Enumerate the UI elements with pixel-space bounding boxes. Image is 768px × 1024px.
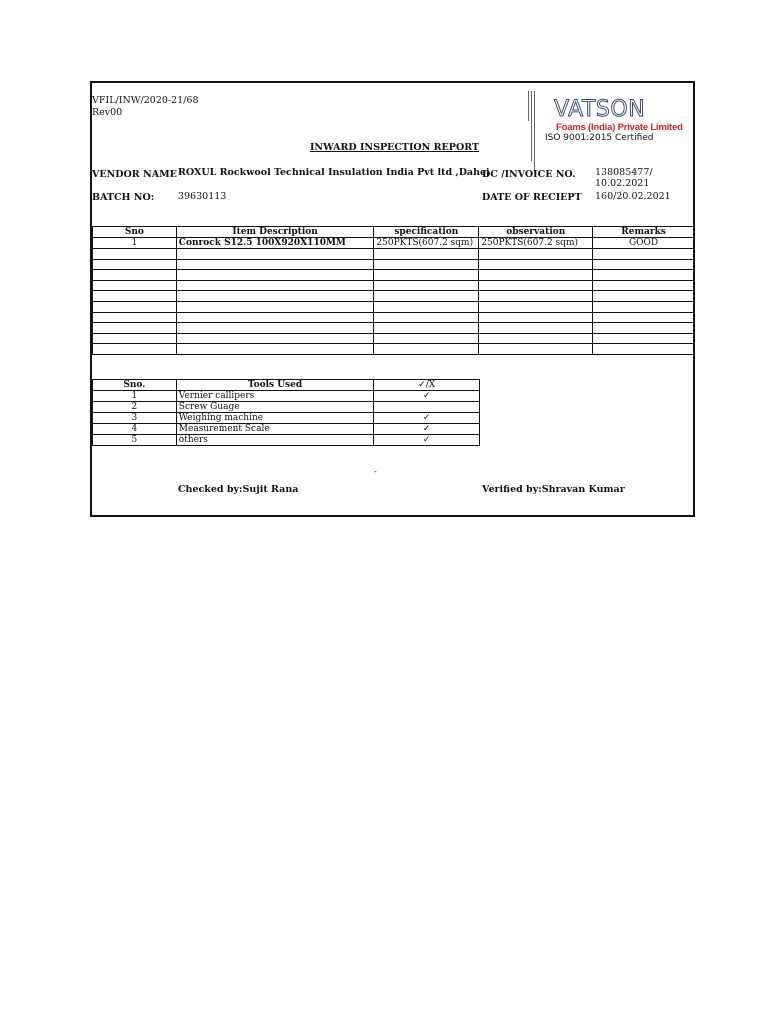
dc-invoice-label: DC /INVOICE NO. bbox=[482, 169, 576, 180]
column-header: observation bbox=[479, 227, 593, 238]
batch-value: 39630113 bbox=[178, 191, 227, 202]
table-cell: Measurement Scale bbox=[176, 424, 374, 435]
date-of-receipt-label: DATE OF RECIEPT bbox=[482, 192, 582, 203]
table-cell bbox=[479, 323, 593, 334]
column-header: ✓/X bbox=[374, 380, 480, 391]
table-cell: Conrock S12.5 100X920X110MM bbox=[176, 238, 374, 249]
checkmark-cell: ✓ bbox=[374, 424, 480, 435]
table-cell bbox=[479, 301, 593, 312]
revision: Rev00 bbox=[92, 107, 123, 118]
checked-by: Checked by:Sujit Rana bbox=[178, 484, 299, 495]
table-cell bbox=[93, 333, 177, 344]
empty-table-row bbox=[93, 291, 695, 302]
logo-subtitle: Foams (India) Private Limited bbox=[556, 122, 683, 133]
items-table bbox=[92, 226, 695, 355]
table-cell bbox=[176, 301, 374, 312]
table-cell bbox=[374, 249, 479, 260]
table-cell bbox=[176, 323, 374, 334]
table-cell bbox=[479, 249, 593, 260]
items-header-row bbox=[93, 227, 695, 238]
table-cell bbox=[479, 270, 593, 281]
table-cell bbox=[374, 280, 479, 291]
table-cell: others bbox=[176, 435, 374, 446]
table-cell bbox=[593, 333, 695, 344]
table-cell: 250PKTS(607.2 sqm) bbox=[374, 238, 479, 249]
table-cell: 3 bbox=[93, 413, 177, 424]
table-cell bbox=[479, 312, 593, 323]
table-cell: 1 bbox=[93, 391, 177, 402]
empty-table-row bbox=[93, 280, 695, 291]
table-cell bbox=[176, 259, 374, 270]
table-cell bbox=[593, 291, 695, 302]
empty-table-row bbox=[93, 344, 695, 355]
vendor-value: ROXUL Rockwool Technical Insulation India Pvt ltd ,Dahej bbox=[178, 167, 490, 178]
logo-wordmark: VATSON bbox=[554, 97, 646, 122]
table-cell: 1 bbox=[93, 238, 177, 249]
table-cell bbox=[479, 259, 593, 270]
table-cell bbox=[479, 291, 593, 302]
table-cell bbox=[479, 333, 593, 344]
table-cell bbox=[593, 301, 695, 312]
table-cell: 4 bbox=[93, 424, 177, 435]
table-row bbox=[93, 391, 480, 402]
table-cell bbox=[374, 291, 479, 302]
table-cell bbox=[176, 333, 374, 344]
table-cell bbox=[374, 259, 479, 270]
table-cell bbox=[93, 270, 177, 281]
table-cell bbox=[93, 301, 177, 312]
table-cell bbox=[176, 280, 374, 291]
table-row bbox=[93, 435, 480, 446]
checkmark-cell: ✓ bbox=[374, 413, 480, 424]
table-cell bbox=[374, 333, 479, 344]
table-cell bbox=[374, 323, 479, 334]
batch-label: BATCH NO: bbox=[92, 192, 155, 203]
table-cell: GOOD bbox=[593, 238, 695, 249]
table-cell bbox=[93, 291, 177, 302]
table-cell bbox=[374, 301, 479, 312]
logo-stripes-icon bbox=[528, 91, 536, 173]
company-logo bbox=[520, 87, 690, 173]
table-cell: 250PKTS(607.2 sqm) bbox=[479, 238, 593, 249]
table-cell bbox=[593, 280, 695, 291]
table-cell bbox=[93, 312, 177, 323]
table-cell bbox=[93, 344, 177, 355]
table-row bbox=[93, 402, 480, 413]
column-header: Sno. bbox=[93, 380, 177, 391]
table-cell bbox=[593, 259, 695, 270]
checkmark-cell: ✓ bbox=[374, 391, 480, 402]
empty-table-row bbox=[93, 249, 695, 260]
table-cell bbox=[593, 312, 695, 323]
table-cell bbox=[176, 291, 374, 302]
table-cell bbox=[593, 344, 695, 355]
empty-table-row bbox=[93, 312, 695, 323]
table-cell: Vernier callipers bbox=[176, 391, 374, 402]
column-header: specification bbox=[374, 227, 479, 238]
table-cell bbox=[374, 344, 479, 355]
tools-table bbox=[92, 379, 480, 446]
table-cell bbox=[593, 249, 695, 260]
stray-mark: - bbox=[374, 467, 377, 476]
checkmark-cell bbox=[374, 402, 480, 413]
table-cell bbox=[176, 270, 374, 281]
column-header: Tools Used bbox=[176, 380, 374, 391]
table-cell bbox=[93, 323, 177, 334]
document-reference bbox=[92, 95, 199, 119]
date-of-receipt-value: 160/20.02.2021 bbox=[595, 191, 671, 202]
empty-table-row bbox=[93, 259, 695, 270]
table-cell bbox=[93, 280, 177, 291]
tools-header-row bbox=[93, 380, 480, 391]
table-cell bbox=[93, 249, 177, 260]
table-row bbox=[93, 424, 480, 435]
checkmark-cell: ✓ bbox=[374, 435, 480, 446]
empty-table-row bbox=[93, 333, 695, 344]
column-header: Remarks bbox=[593, 227, 695, 238]
table-cell bbox=[176, 249, 374, 260]
table-cell bbox=[593, 270, 695, 281]
table-row bbox=[93, 413, 480, 424]
empty-table-row bbox=[93, 323, 695, 334]
table-cell bbox=[176, 344, 374, 355]
table-cell bbox=[479, 344, 593, 355]
column-header: Sno bbox=[93, 227, 177, 238]
inspection-report-sheet bbox=[90, 81, 695, 517]
table-cell: Screw Guage bbox=[176, 402, 374, 413]
table-cell: 2 bbox=[93, 402, 177, 413]
table-cell bbox=[593, 323, 695, 334]
table-cell bbox=[176, 312, 374, 323]
document-number: VFIL/INW/2020-21/68 bbox=[92, 95, 199, 106]
empty-table-row bbox=[93, 270, 695, 281]
vendor-label: VENDOR NAME bbox=[92, 169, 177, 180]
column-header: Item Description bbox=[176, 227, 374, 238]
table-cell bbox=[93, 259, 177, 270]
table-cell bbox=[479, 280, 593, 291]
table-row bbox=[93, 238, 695, 249]
empty-table-row bbox=[93, 301, 695, 312]
iso-certification: ISO 9001:2015 Certified bbox=[545, 133, 654, 143]
verified-by: Verified by:Shravan Kumar bbox=[482, 484, 625, 495]
table-cell bbox=[374, 312, 479, 323]
table-cell: 5 bbox=[93, 435, 177, 446]
dc-invoice-value: 138085477/ 10.02.2021 bbox=[595, 167, 653, 189]
table-cell bbox=[374, 270, 479, 281]
report-title: INWARD INSPECTION REPORT bbox=[309, 142, 480, 153]
table-cell: Weighing machine bbox=[176, 413, 374, 424]
